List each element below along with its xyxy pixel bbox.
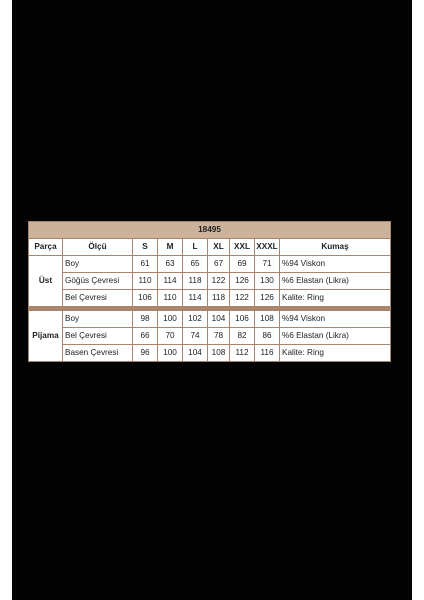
header-fabric: Kumaş: [280, 239, 391, 256]
header-size-xxxl: XXXL: [255, 239, 280, 256]
size-value: 122: [230, 290, 255, 307]
fabric-info: %6 Elastan (Likra): [280, 328, 391, 345]
header-size-xl: XL: [208, 239, 230, 256]
size-value: 106: [133, 290, 158, 307]
product-code: 18495: [29, 222, 391, 239]
size-value: 114: [183, 290, 208, 307]
header-row: [29, 239, 391, 256]
table-row: [29, 256, 391, 273]
fabric-info: Kalite: Ring: [280, 290, 391, 307]
size-value: 96: [133, 345, 158, 362]
measure-label: Bel Çevresi: [63, 328, 133, 345]
size-value: 108: [208, 345, 230, 362]
group-label-pajama: Pijama: [29, 311, 63, 362]
header-measure: Ölçü: [63, 239, 133, 256]
group-label-top: Üst: [29, 256, 63, 307]
size-value: 66: [133, 328, 158, 345]
size-value: 118: [183, 273, 208, 290]
size-value: 102: [183, 311, 208, 328]
size-value: 116: [255, 345, 280, 362]
size-value: 98: [133, 311, 158, 328]
header-part: Parça: [29, 239, 63, 256]
size-value: 74: [183, 328, 208, 345]
size-value: 104: [208, 311, 230, 328]
measure-label: Bel Çevresi: [63, 290, 133, 307]
size-chart-table: [28, 221, 391, 362]
size-value: 106: [230, 311, 255, 328]
table-row: [29, 290, 391, 307]
size-value: 100: [158, 345, 183, 362]
size-value: 63: [158, 256, 183, 273]
size-value: 110: [158, 290, 183, 307]
header-size-l: L: [183, 239, 208, 256]
table-row: [29, 345, 391, 362]
header-size-m: M: [158, 239, 183, 256]
size-value: 110: [133, 273, 158, 290]
size-value: 118: [208, 290, 230, 307]
fabric-info: %94 Viskon: [280, 256, 391, 273]
size-value: 82: [230, 328, 255, 345]
size-value: 78: [208, 328, 230, 345]
size-value: 65: [183, 256, 208, 273]
size-value: 104: [183, 345, 208, 362]
size-value: 70: [158, 328, 183, 345]
table-row: [29, 311, 391, 328]
measure-label: Boy: [63, 311, 133, 328]
size-value: 126: [230, 273, 255, 290]
header-size-s: S: [133, 239, 158, 256]
size-value: 130: [255, 273, 280, 290]
measure-label: Göğüs Çevresi: [63, 273, 133, 290]
size-value: 122: [208, 273, 230, 290]
header-size-xxl: XXL: [230, 239, 255, 256]
fabric-info: %6 Elastan (Likra): [280, 273, 391, 290]
size-value: 61: [133, 256, 158, 273]
table-row: [29, 273, 391, 290]
size-value: 108: [255, 311, 280, 328]
size-value: 67: [208, 256, 230, 273]
size-value: 112: [230, 345, 255, 362]
fabric-info: Kalite: Ring: [280, 345, 391, 362]
size-value: 86: [255, 328, 280, 345]
size-value: 71: [255, 256, 280, 273]
size-value: 100: [158, 311, 183, 328]
size-value: 69: [230, 256, 255, 273]
size-value: 126: [255, 290, 280, 307]
table-row: [29, 328, 391, 345]
measure-label: Basen Çevresi: [63, 345, 133, 362]
fabric-info: %94 Viskon: [280, 311, 391, 328]
measure-label: Boy: [63, 256, 133, 273]
size-value: 114: [158, 273, 183, 290]
